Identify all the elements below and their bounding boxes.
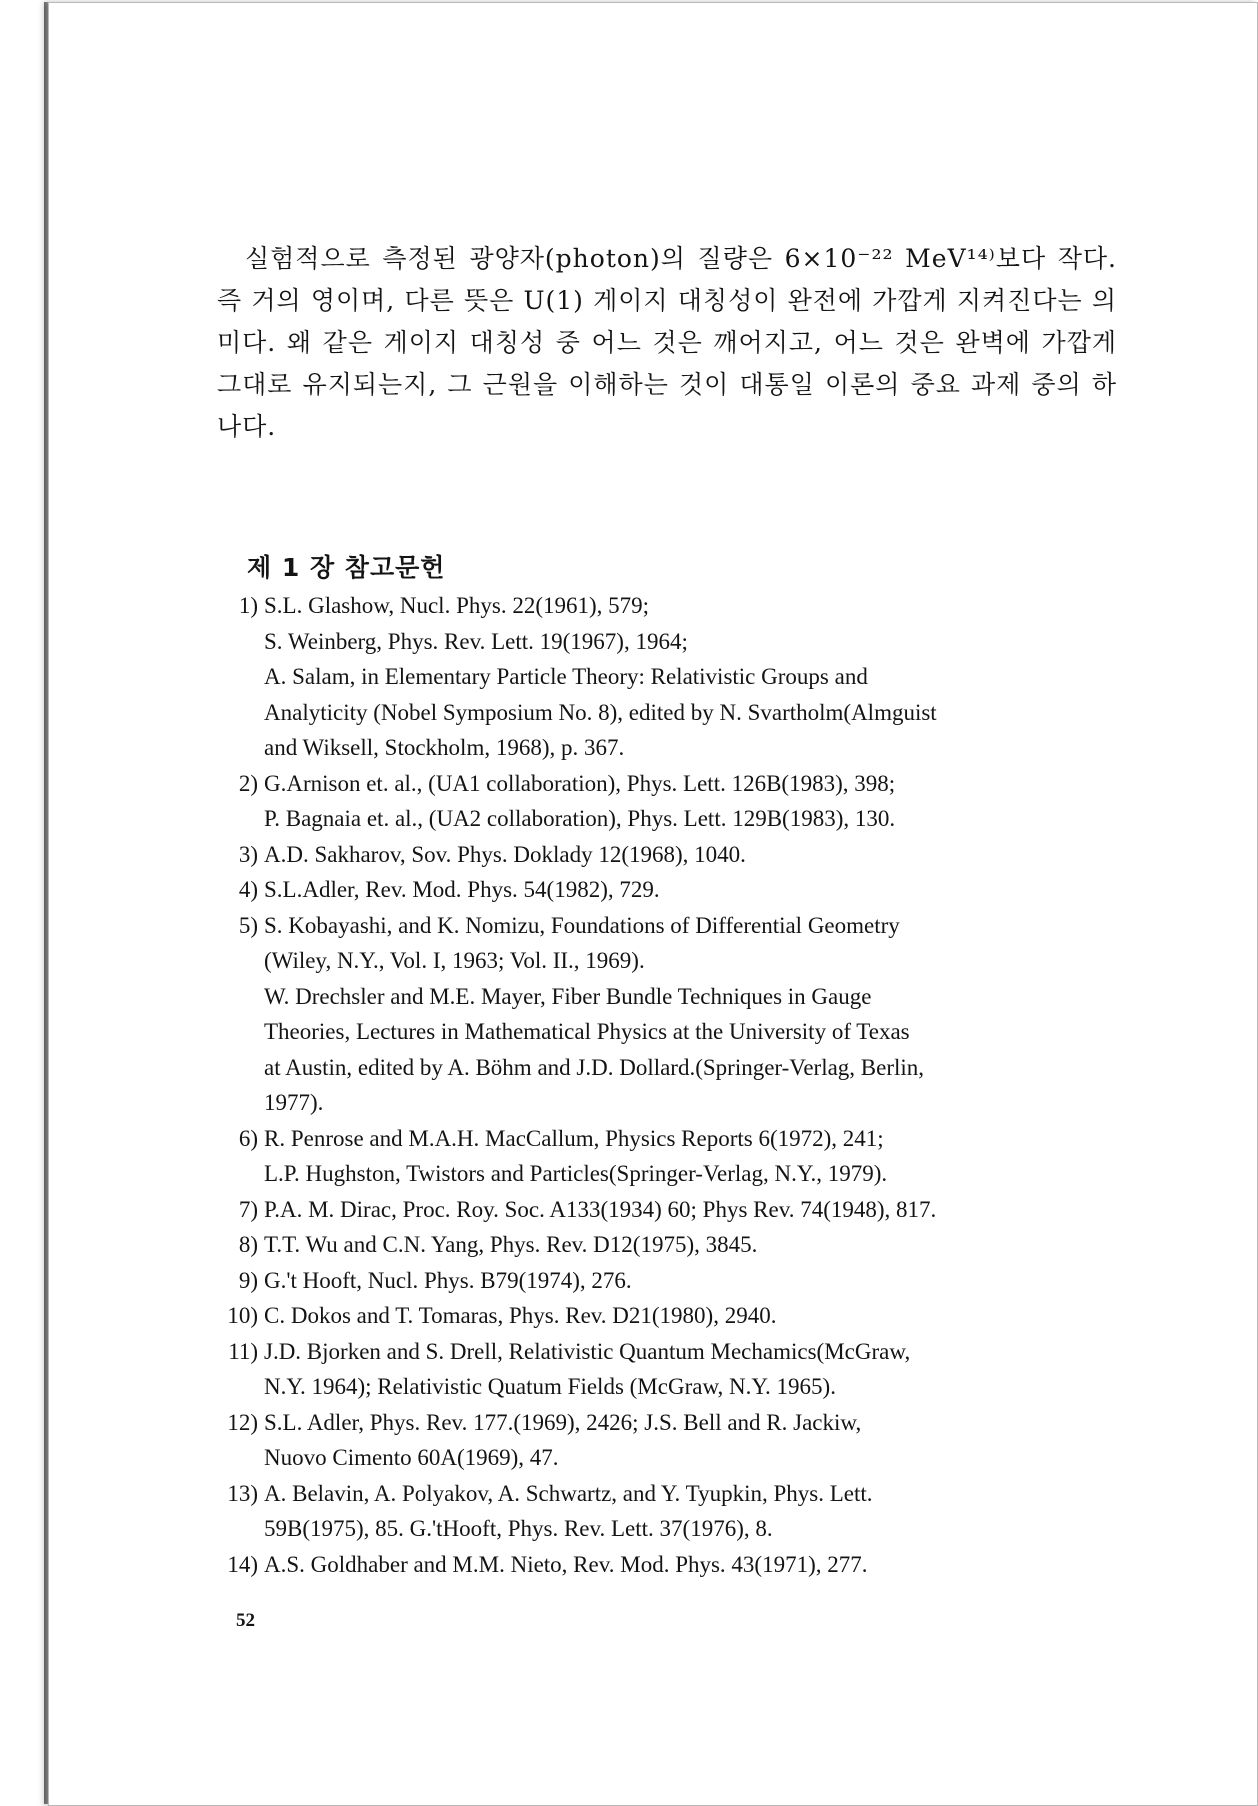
reference-item (200, 1547, 1100, 1583)
reference-line: A.D. Sakharov, Sov. Phys. Doklady 12(1968), 1040. (264, 841, 746, 867)
reference-line: P. Bagnaia et. al., (UA2 collaboration), Phys. Lett. 129B(1983), 130. (264, 806, 896, 831)
reference-number: 4) (238, 877, 258, 902)
reference-line: L.P. Hughston, Twistors and Particles(Springer-Verlag, N.Y., 1979). (264, 1161, 888, 1186)
reference-line: S.L. Adler, Phys. Rev. 177.(1969), 2426; J.S. Bell and R. Jackiw, (264, 1409, 862, 1435)
references-heading: 제 1 장 참고문헌 (247, 553, 446, 582)
reference-line: 59B(1975), 85. G.'tHooft, Phys. Rev. Lett. 37(1976), 8. (264, 1516, 773, 1541)
reference-line: N.Y. 1964); Relativistic Quatum Fields (McGraw, N.Y. 1965). (264, 1374, 836, 1399)
reference-number: 11) (228, 1338, 258, 1364)
reference-number: 8) (238, 1232, 258, 1257)
reference-line: S.L.Adler, Rev. Mod. Phys. 54(1982), 729. (264, 877, 660, 902)
reference-number: 1) (238, 593, 258, 618)
reference-line: A. Belavin, A. Polyakov, A. Schwartz, and Y. Tyupkin, Phys. Lett. (264, 1480, 873, 1506)
reference-line: Theories, Lectures in Mathematical Physics at the University of Texas (264, 1019, 910, 1044)
reference-item (200, 1263, 1100, 1299)
reference-line: Nuovo Cimento 60A(1969), 47. (264, 1445, 559, 1470)
reference-item (200, 1405, 1100, 1476)
page-number: 52 (236, 1610, 255, 1631)
reference-number: 13) (227, 1480, 258, 1506)
reference-line: J.D. Bjorken and S. Drell, Relativistic Quantum Mechamics(McGraw, (264, 1338, 911, 1364)
reference-number: 7) (238, 1196, 258, 1222)
reference-line: S. Kobayashi, and K. Nomizu, Foundations of Differential Geometry (264, 912, 900, 938)
reference-line: and Wiksell, Stockholm, 1968), p. 367. (264, 735, 625, 760)
reference-line: G.'t Hooft, Nucl. Phys. B79(1974), 276. (264, 1267, 632, 1293)
reference-number: 14) (227, 1551, 258, 1577)
reference-line: R. Penrose and M.A.H. MacCallum, Physics Reports 6(1972), 241; (264, 1125, 884, 1151)
reference-line: P.A. M. Dirac, Proc. Roy. Soc. A133(1934) 60; Phys Rev. 74(1948), 817. (264, 1196, 937, 1222)
reference-item (200, 872, 1100, 908)
reference-line: (Wiley, N.Y., Vol. I, 1963; Vol. II., 1969). (264, 948, 645, 973)
reference-number: 10) (227, 1303, 258, 1328)
reference-number: 6) (238, 1125, 258, 1151)
reference-item (200, 1192, 1100, 1228)
reference-line: C. Dokos and T. Tomaras, Phys. Rev. D21(1980), 2940. (264, 1303, 777, 1328)
reference-item (200, 1298, 1100, 1334)
reference-item (200, 766, 1100, 837)
reference-item (200, 908, 1100, 1121)
reference-number: 2) (238, 770, 258, 796)
reference-line: Analyticity (Nobel Symposium No. 8), edited by N. Svartholm(Almguist (264, 699, 937, 725)
reference-line: A.S. Goldhaber and M.M. Nieto, Rev. Mod. Phys. 43(1971), 277. (264, 1551, 868, 1577)
reference-item (200, 1121, 1100, 1192)
intro-paragraph: 실험적으로 측정된 광양자(photon)의 질량은 6×10⁻²² MeV¹⁴⁾보다 작다. 즉 거의 영이며, 다른 뜻은 U(1) 게이지 대칭성이 완전에 가깝게 지켜진다는 의미다. 왜 같은 게이지 대칭성 중 어느 것은 깨어지고, 어느 것은 완벽에 가깝게 그대로 유지되는지, 그 근원을 이해하는 것이 대통일 이론의 중요 과제 중의 하나다. (217, 244, 1117, 441)
reference-number: 5) (238, 912, 258, 938)
reference-line: at Austin, edited by A. Böhm and J.D. Dollard.(Springer-Verlag, Berlin, (264, 1054, 925, 1080)
reference-line: A. Salam, in Elementary Particle Theory: Relativistic Groups and (264, 664, 868, 689)
references-list (200, 588, 1100, 1582)
reference-line: G.Arnison et. al., (UA1 collaboration), Phys. Lett. 126B(1983), 398; (264, 770, 896, 796)
reference-line: W. Drechsler and M.E. Mayer, Fiber Bundle Techniques in Gauge (264, 983, 872, 1009)
reference-number: 12) (227, 1409, 258, 1435)
intro-text (217, 238, 1117, 448)
reference-line: T.T. Wu and C.N. Yang, Phys. Rev. D12(1975), 3845. (264, 1232, 758, 1257)
reference-item (200, 1334, 1100, 1405)
reference-item (200, 1476, 1100, 1547)
reference-line: S. Weinberg, Phys. Rev. Lett. 19(1967), 1964; (264, 628, 688, 654)
reference-item (200, 1227, 1100, 1263)
reference-line: S.L. Glashow, Nucl. Phys. 22(1961), 579; (264, 593, 650, 618)
reference-item (200, 837, 1100, 873)
reference-number: 3) (238, 841, 258, 867)
reference-line: 1977). (264, 1090, 324, 1115)
reference-item (200, 588, 1100, 766)
reference-number: 9) (238, 1267, 258, 1293)
